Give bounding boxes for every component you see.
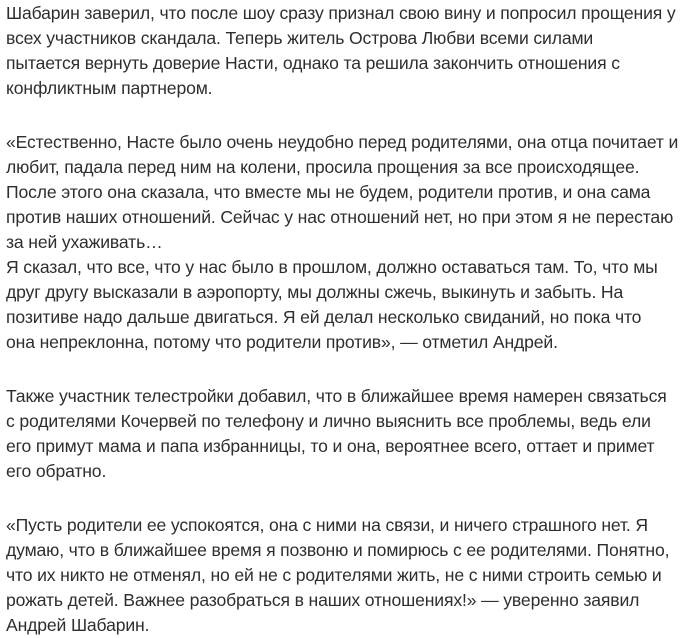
paragraph-line: любит, падала перед ним на колени, просила прощения за все происходящее. bbox=[6, 157, 640, 177]
article-paragraph bbox=[6, 1, 699, 101]
paragraph-line: Шабарин заверил, что после шоу сразу признал свою вину и попросил прощения у bbox=[6, 3, 676, 23]
article-paragraph bbox=[6, 384, 699, 484]
paragraph-line: друг другу высказали в аэропорту, мы должны сжечь, выкинуть и забыть. На bbox=[6, 282, 624, 302]
paragraph-line: за ней ухаживать… bbox=[6, 232, 163, 252]
paragraph-line: рожать детей. Важнее разобраться в наших отношениях!» — уверенно заявил bbox=[6, 590, 640, 610]
paragraph-line: «Пусть родители ее успокоятся, она с ними на связи, и ничего страшного нет. Я bbox=[6, 515, 648, 535]
paragraph-line: Также участник телестройки добавил, что в ближайшее время намерен связаться bbox=[6, 386, 667, 406]
paragraph-line: Я сказал, что все, что у нас было в прошлом, должно оставаться там. То, что мы bbox=[6, 257, 658, 277]
paragraph-line: позитиве надо дальше двигаться. Я ей делал несколько свиданий, но пока что bbox=[6, 307, 642, 327]
article-paragraph bbox=[6, 130, 699, 355]
paragraph-line: что их никто не отменял, но ей не с родителями жить, не с ними строить семью и bbox=[6, 565, 662, 585]
paragraph-line: конфликтным партнером. bbox=[6, 78, 213, 98]
paragraph-line: «Естественно, Насте было очень неудобно перед родителями, она отца почитает и bbox=[6, 132, 679, 152]
paragraph-line: Андрей Шабарин. bbox=[6, 615, 150, 635]
paragraph-line: После этого она сказала, что вместе мы не будем, родители против, и она сама bbox=[6, 182, 651, 202]
paragraph-line: всех участников скандала. Теперь житель Острова Любви всеми силами bbox=[6, 28, 594, 48]
paragraph-line: его примут мама и папа избранницы, то и она, вероятнее всего, оттает и примет bbox=[6, 436, 655, 456]
article-paragraph bbox=[6, 513, 699, 638]
paragraph-line: думаю, что в ближайшее время я позвоню и помирюсь с ее родителями. Понятно, bbox=[6, 540, 670, 560]
paragraph-line: против наших отношений. Сейчас у нас отношений нет, но при этом я не перестаю bbox=[6, 207, 674, 227]
paragraph-line: пытается вернуть доверие Насти, однако та решила закончить отношения с bbox=[6, 53, 620, 73]
paragraph-line: она непреклонна, потому что родители против», — отметил Андрей. bbox=[6, 332, 558, 352]
paragraph-line: с родителями Кочервей по телефону и лично выяснить все проблемы, ведь ели bbox=[6, 411, 651, 431]
paragraph-line: его обратно. bbox=[6, 461, 107, 481]
